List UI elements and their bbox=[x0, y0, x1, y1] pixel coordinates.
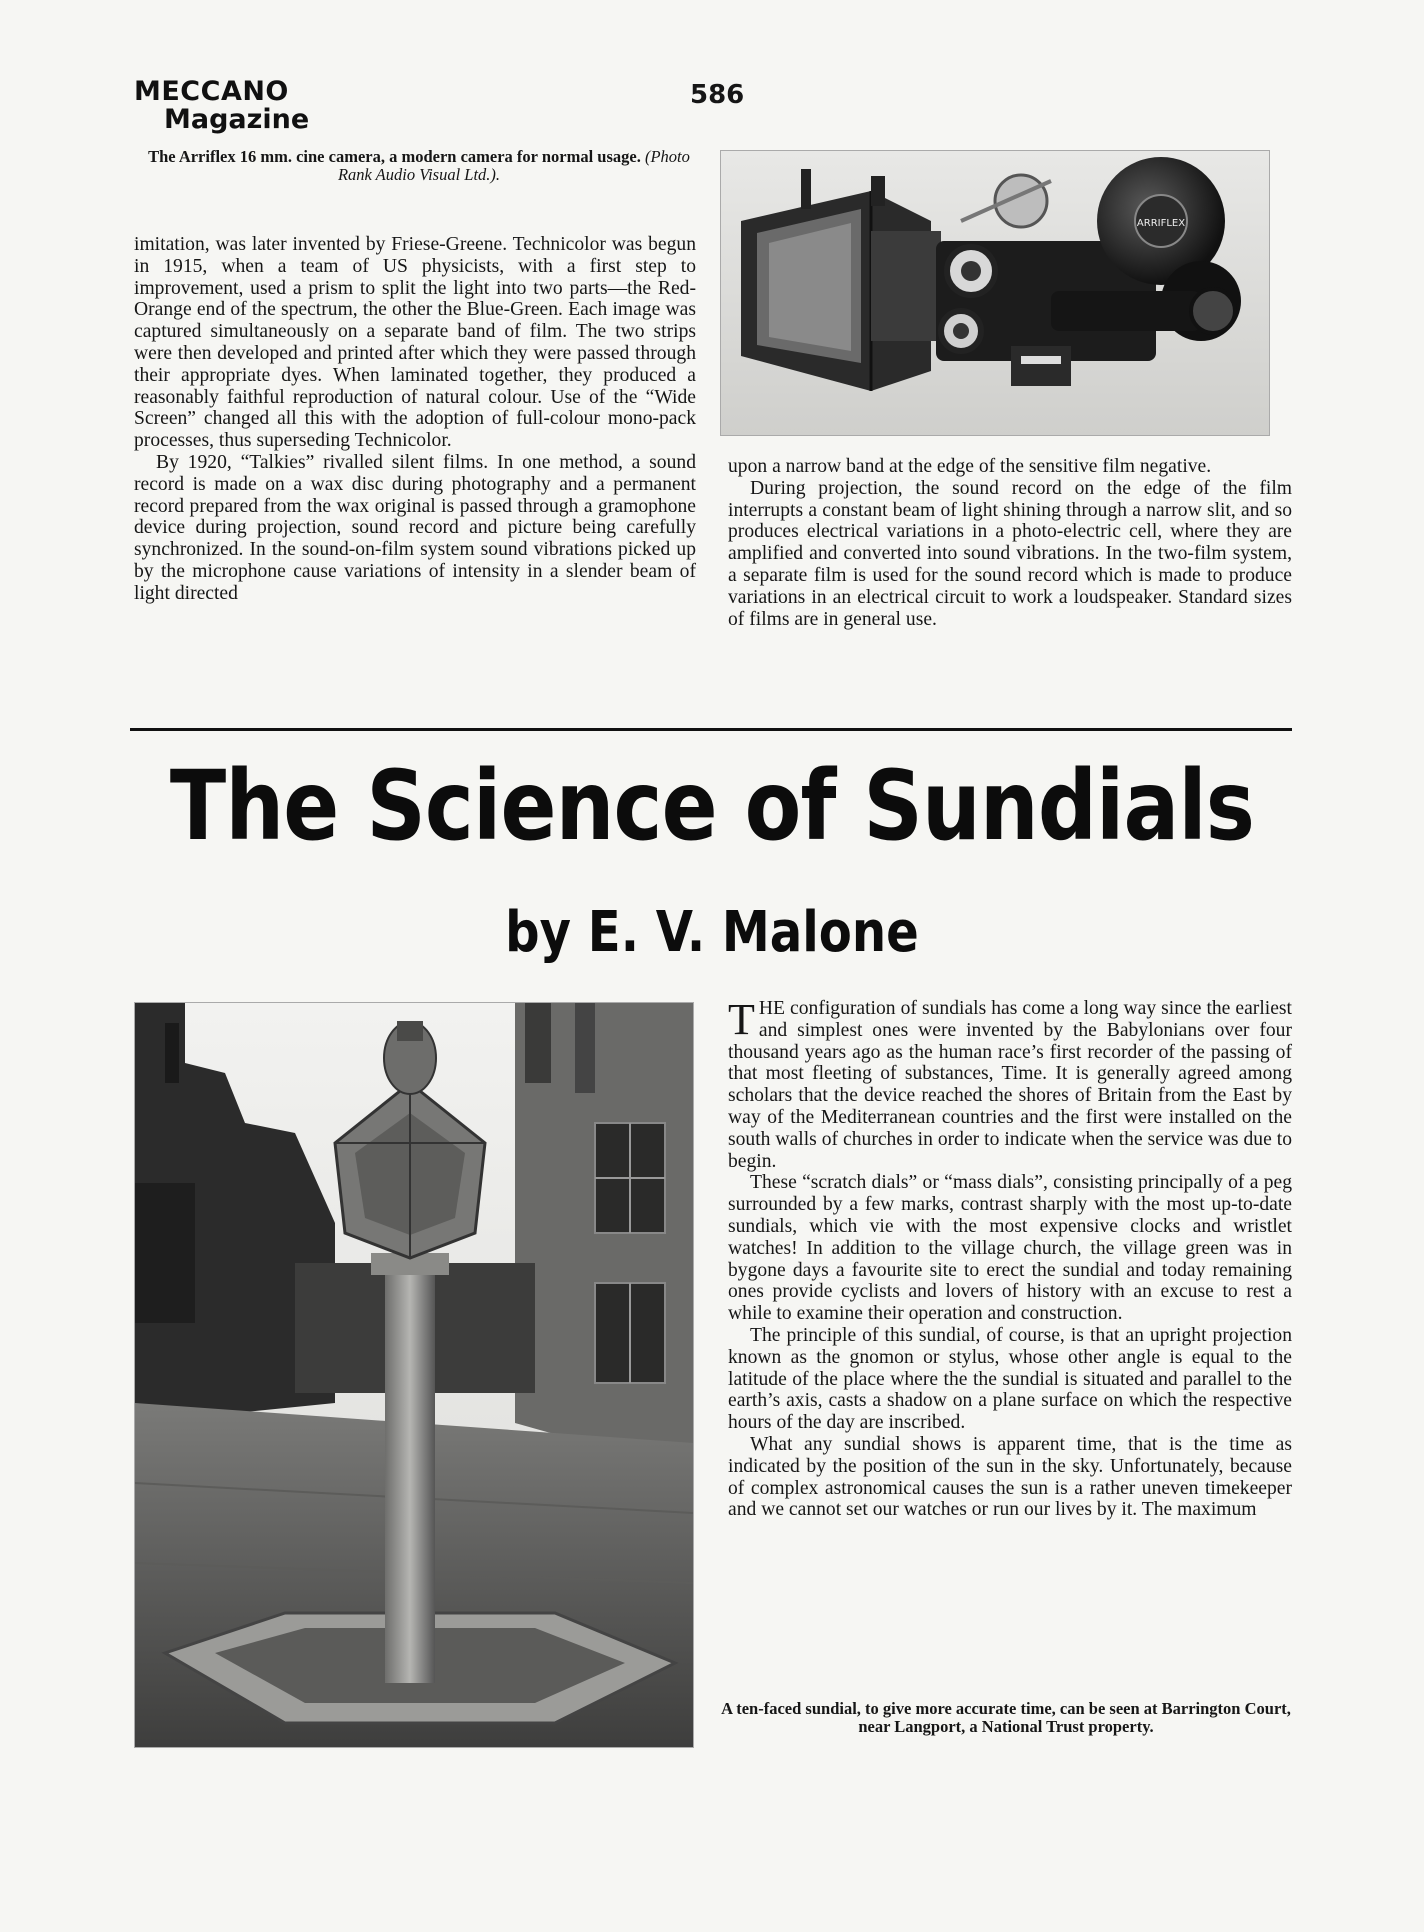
camera-caption-credit: (Photo Rank Audio Visual Ltd.). bbox=[337, 147, 690, 185]
camera-photo bbox=[720, 150, 1270, 436]
camera-caption-text: The Arriflex 16 mm. cine camera, a modern camera for normal usage. bbox=[148, 147, 641, 166]
masthead-title: MECCANO bbox=[134, 76, 289, 107]
camera-caption bbox=[134, 148, 704, 185]
sundial-photo bbox=[134, 1002, 694, 1748]
page-number: 586 bbox=[690, 80, 745, 110]
article-paragraph-text: HE configuration of sundials has come a long way since the earliest and simplest ones were invented by the Babylonians over four thousand years ago as the human race’s first recorder of the passing of that most fleeting of substances, Time. It is generally agreed among scholars that the device reached the shores of Britain from the East by way of the Mediterranean countries and the first were installed on the south walls of churches in order to indicate when the service was due to begin. bbox=[728, 998, 1292, 1172]
article-byline: by E. V. Malone bbox=[505, 900, 919, 965]
article-paragraph bbox=[728, 995, 1292, 1172]
article-paragraph: The principle of this sundial, of course, is that an upright projection known as the gnomon or stylus, whose other angle is equal to the latitude of the place where the the sundial is situated and parallel to the earth’s axis, casts a shadow on a plane surface on which the respective hours of the day are inscribed. bbox=[728, 1324, 1292, 1434]
right-column bbox=[728, 456, 1292, 630]
article-body bbox=[728, 995, 1292, 1521]
right-paragraph: upon a narrow band at the edge of the sensitive film negative. bbox=[728, 456, 1212, 477]
article-paragraph: These “scratch dials” or “mass dials”, consisting principally of a peg surrounded by a few marks, contrast sharply with the most up-to-date sundials, which vie with the most expensive clocks and wristlet watches! In addition to the village church, the village green was in bygone days a favourite site to erect the sundial and today remaining ones provide cyclists and lovers of history with an excuse to rest a while to examine their operation and construction. bbox=[728, 1172, 1292, 1325]
drop-cap: T bbox=[728, 995, 755, 1044]
section-divider bbox=[130, 728, 1292, 731]
masthead bbox=[134, 78, 309, 135]
right-paragraph: During projection, the sound record on the edge of the film interrupts a constant beam of light shining through a narrow slit, and so produces electrical variations in a photo-electric cell, where they are amplified and converted into sound vibrations. In the two-film system, a separate film is used for the sound record which is made to produce variations in an electrical circuit to work a loudspeaker. Standard sizes of films are in general use. bbox=[728, 477, 1292, 630]
sundial-caption: A ten-faced sundial, to give more accurate time, can be seen at Barrington Court, near Langport, a National Trust property. bbox=[721, 1699, 1291, 1737]
article-paragraph: What any sundial shows is apparent time, that is the time as indicated by the position of the sun in the sky. Unfortunately, because of complex astronomical causes the sun is a rather uneven timekeeper and we cannot set our watches or run our lives by it. The maximum bbox=[728, 1433, 1292, 1521]
masthead-subtitle: Magazine bbox=[164, 104, 310, 136]
left-paragraph: imitation, was later invented by Friese-Greene. Technicolor was begun in 1915, when a team of US physicists, with a first step to improvement, used a prism to split the light into two parts—the Red-Orange end of the spectrum, the other the Blue-Green. Each image was captured simultaneously on a separate band of film. The two strips were then developed and printed after which they were passed through their appropriate dyes. When laminated together, they produced a reasonably faithful reproduction of natural colour. Use of the “Wide Screen” changed all this with the adoption of full-colour mono-pack processes, thus superseding Technicolor. bbox=[134, 234, 696, 452]
arriflex-badge: ARRIFLEX bbox=[1136, 218, 1186, 229]
article-title: The Science of Sundials bbox=[169, 750, 1255, 862]
left-column bbox=[134, 234, 696, 605]
left-paragraph: By 1920, “Talkies” rivalled silent films. In one method, a sound record is made on a wax disc during photography and a permanent record prepared from the wax original is passed through a gramophone device during projection, sound record and picture being carefully synchronized. In the sound-on-film system sound vibrations picked up by the microphone cause variations of intensity in a slender beam of light directed bbox=[134, 451, 696, 604]
